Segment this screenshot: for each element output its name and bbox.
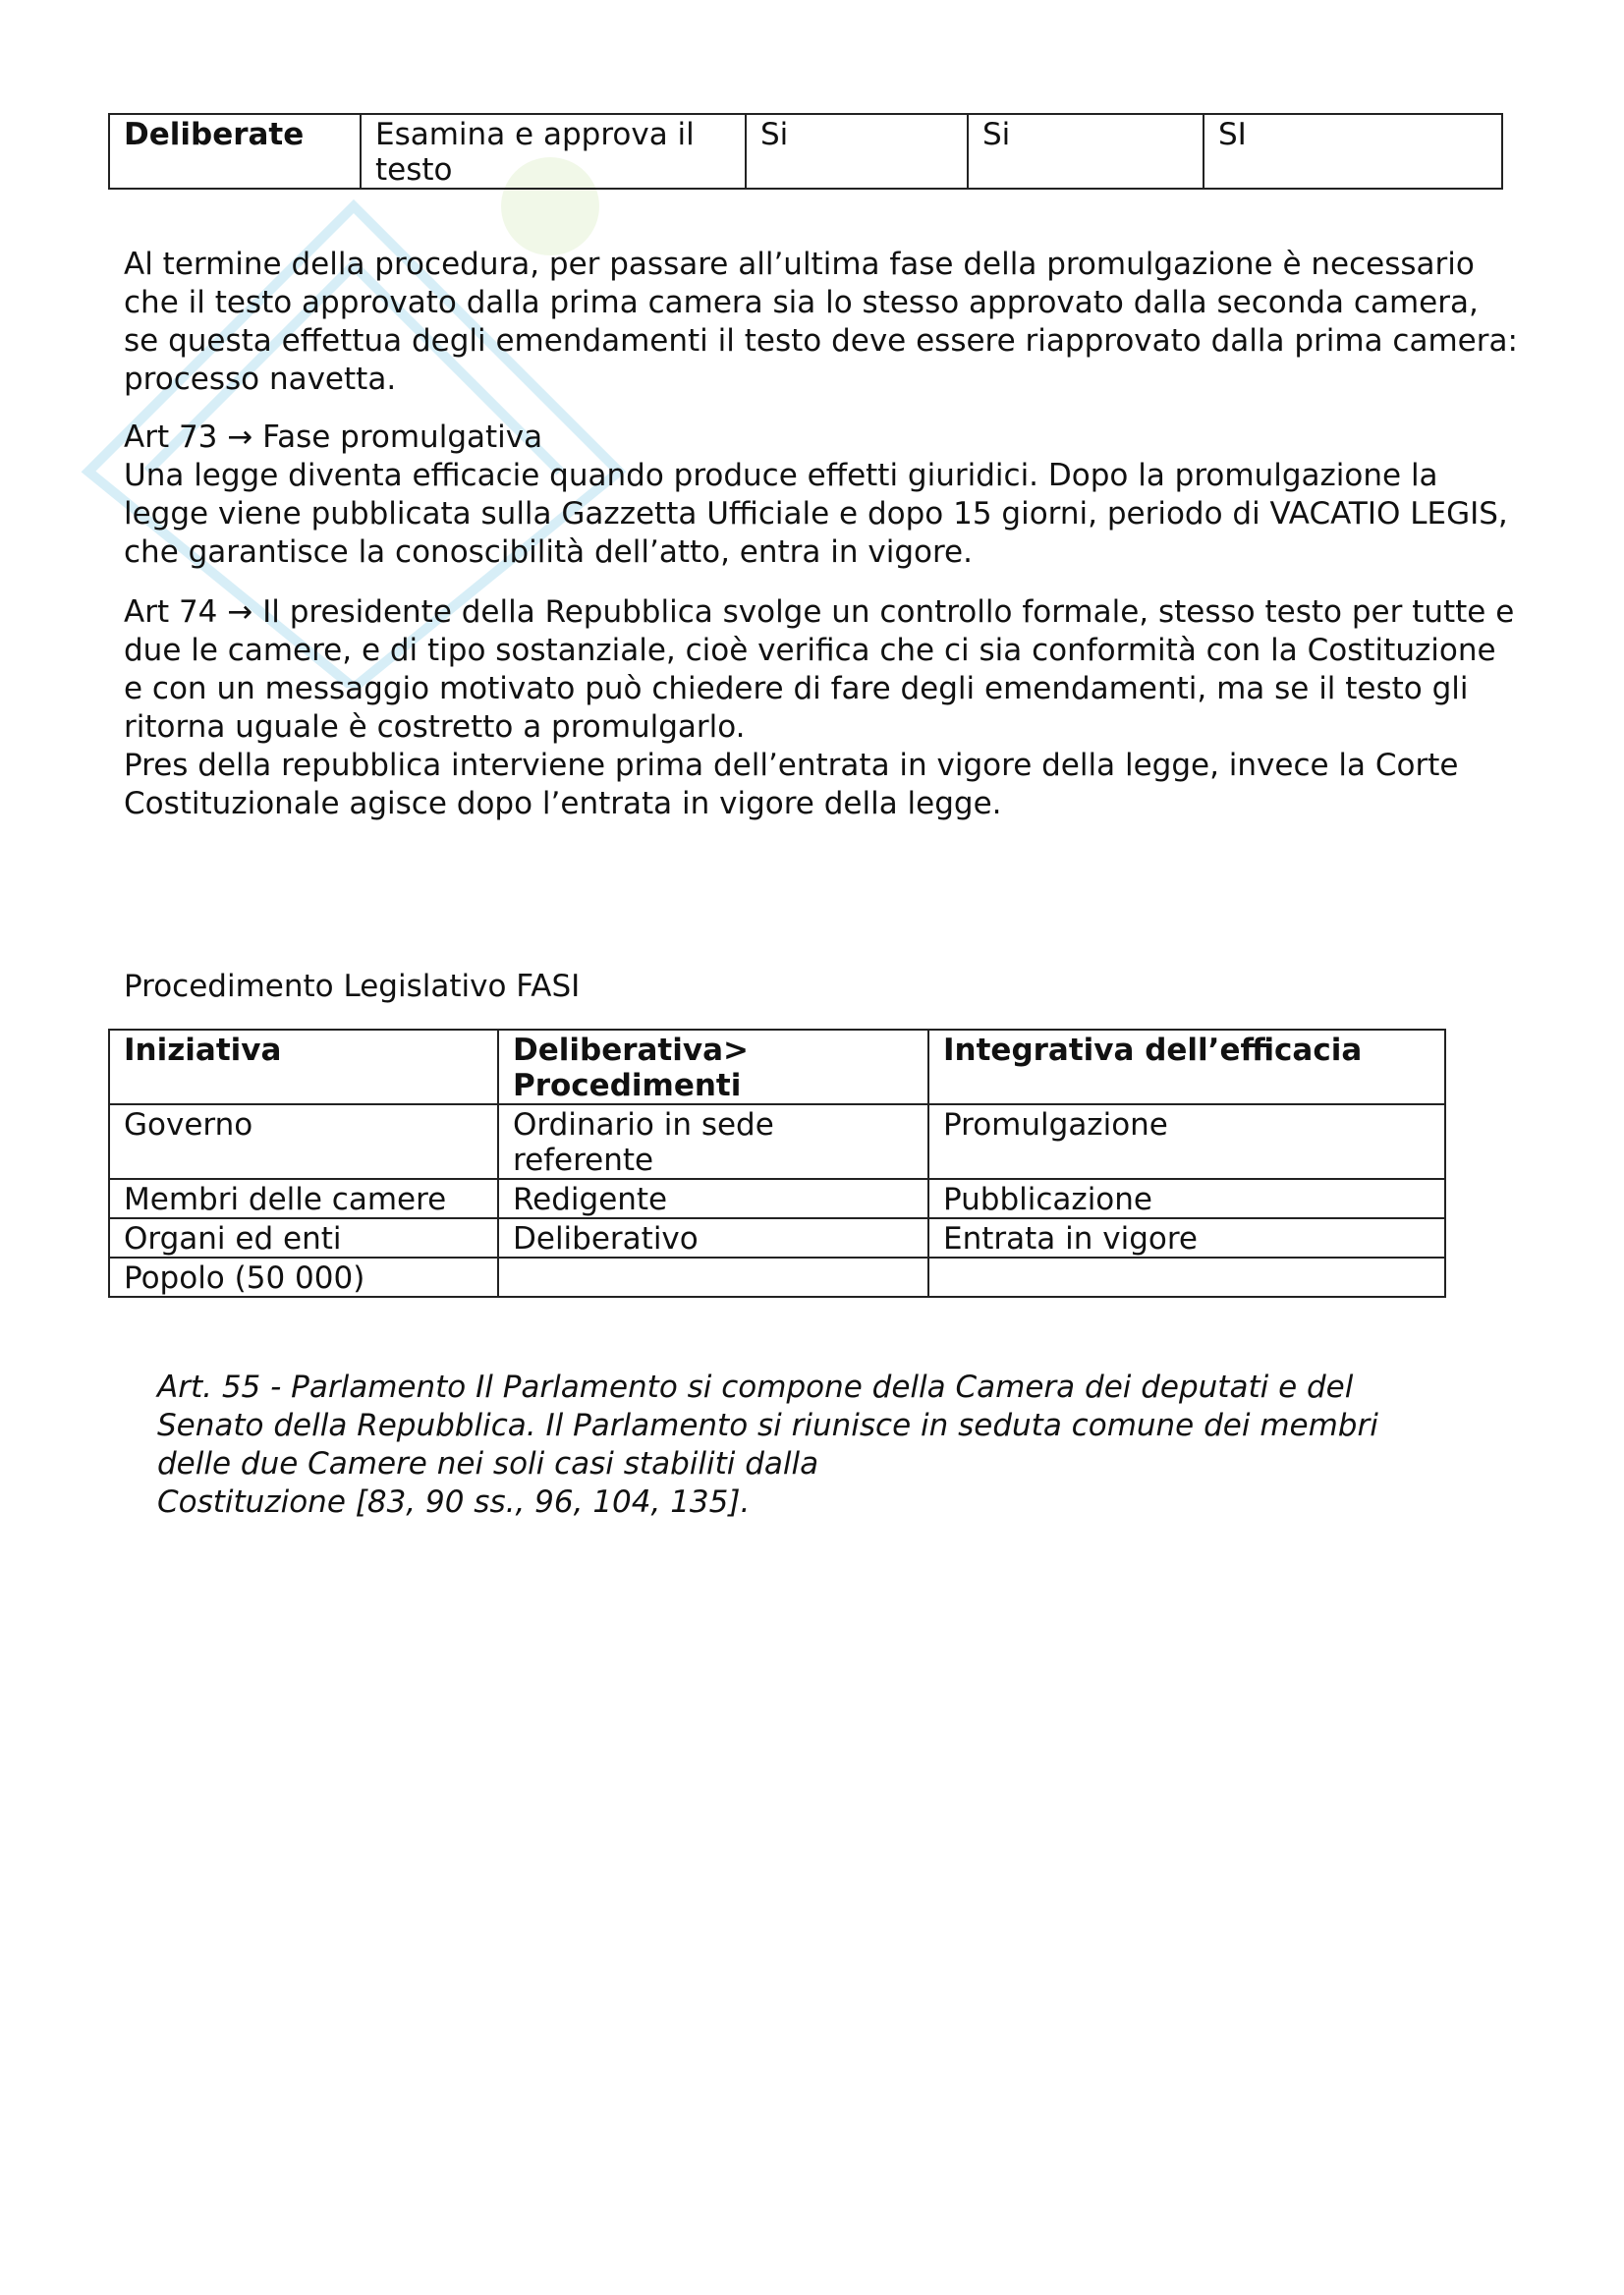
table-cell: Membri delle camere bbox=[109, 1179, 498, 1218]
table-cell: Deliberate bbox=[109, 114, 361, 189]
table-cell: Ordinario in sede referente bbox=[498, 1104, 928, 1179]
table-cell: Popolo (50 000) bbox=[109, 1258, 498, 1297]
fasi-title-text: Procedimento Legislativo FASI bbox=[124, 969, 581, 1004]
art73-body: Una legge diventa efficacie quando produce effetti giuridici. Dopo la promulgazione la legge viene pubblicata sulla Gazzetta Ufficiale e dopo 15 giorni, periodo di VACATIO LEGIS, che garantisce la conoscibilità dell’atto, entra in vigore. bbox=[124, 458, 1508, 570]
table-cell: Promulgazione bbox=[928, 1104, 1445, 1179]
table-cell: Pubblicazione bbox=[928, 1179, 1445, 1218]
table-cell: Governo bbox=[109, 1104, 498, 1179]
table-header-cell: Integrativa dell’efficacia bbox=[928, 1030, 1445, 1104]
art74-body: Art 74 → Il presidente della Repubblica svolge un controllo formale, stesso testo per tutte e due le camere, e di tipo sostanziale, cioè verifica che ci sia conformità con la Costituzione e con un messaggio motivato può chiedere di fare degli emendamenti, ma se il testo gli ritorna uguale è costretto a promulgarlo. bbox=[124, 594, 1515, 745]
table-cell bbox=[498, 1258, 928, 1297]
table-cell: Organi ed enti bbox=[109, 1218, 498, 1258]
table-row bbox=[109, 114, 1502, 189]
table-cell: Deliberativo bbox=[498, 1218, 928, 1258]
fasi-title bbox=[124, 968, 1519, 1006]
art74-note: Pres della repubblica interviene prima dell’entrata in vigore della legge, invece la Corte Costituzionale agisce dopo l’entrata in vigore della legge. bbox=[124, 748, 1459, 821]
section-art74 bbox=[124, 593, 1519, 823]
paragraph-navetta bbox=[124, 246, 1519, 399]
art55-text: Art. 55 - Parlamento Il Parlamento si compone della Camera dei deputati e del Senato della Repubblica. Il Parlamento si riunisce in seduta comune dei membri delle due Camere nei soli casi stabiliti dalla bbox=[157, 1370, 1378, 1482]
table-row bbox=[109, 1258, 1445, 1297]
art73-heading: Art 73 → Fase promulgativa bbox=[124, 420, 543, 455]
table-cell: Esamina e approva il testo bbox=[361, 114, 746, 189]
section-art73 bbox=[124, 419, 1519, 572]
table-header-cell: Iniziativa bbox=[109, 1030, 498, 1104]
table-cell: Entrata in vigore bbox=[928, 1218, 1445, 1258]
top-table bbox=[108, 113, 1503, 190]
fasi-table bbox=[108, 1029, 1446, 1298]
table-cell: Si bbox=[968, 114, 1204, 189]
table-cell bbox=[928, 1258, 1445, 1297]
table-cell: Redigente bbox=[498, 1179, 928, 1218]
table-row bbox=[109, 1179, 1445, 1218]
paragraph-text: Al termine della procedura, per passare all’ultima fase della promulgazione è necessario che il testo approvato dalla prima camera sia lo stesso approvato dalla seconda camera, se questa effettua degli emendamenti il testo deve essere riapprovato dalla prima camera: processo navetta. bbox=[124, 247, 1518, 397]
table-header-cell: Deliberativa> Procedimenti bbox=[498, 1030, 928, 1104]
table-header-row bbox=[109, 1030, 1445, 1104]
table-cell: Si bbox=[746, 114, 968, 189]
art55-text-cont: Costituzione [83, 90 ss., 96, 104, 135]. bbox=[157, 1484, 751, 1520]
art55-quote bbox=[157, 1369, 1395, 1522]
table-row bbox=[109, 1218, 1445, 1258]
table-cell: SI bbox=[1204, 114, 1502, 189]
table-row bbox=[109, 1104, 1445, 1179]
